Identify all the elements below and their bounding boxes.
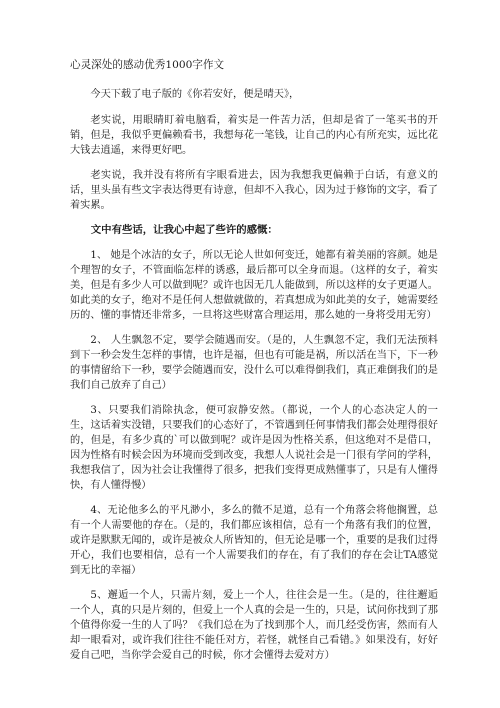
document-title: 心灵深处的感动优秀1000字作文	[70, 59, 225, 71]
list-item-2: 2、 人生飘忽不定，要学会随遇而安。（是的，人生飘忽不定，我们无法预料到下一秒会发生怎样的事情，也许是福，但也有可能是祸，所以活在当下，下一秒的事情留给下一秒，要学会随遇而安，没什么可以难得倒我们，真正难倒我们的是我们自己放弃了自己）	[70, 335, 438, 391]
paragraph-1: 老实说，用眼睛盯着电脑看，着实是一件苦力活，但却是省了一笔买书的开销，但是，我似乎更偏赖看书，我想每花一笔钱，让自己的内心有所充实，远比花大钱去逍遥，来得更好吧。	[70, 115, 438, 156]
section-subheading: 文中有些话，让我心中起了些许的感慨：	[90, 224, 278, 236]
paragraph-2: 老实说，我并没有将所有字眼看进去，因为我想我更偏赖于白话，有意义的话，里头虽有些文字表达得更有诗意，但却不入我心，因为过于修饰的文字，看了着实累。	[70, 170, 438, 211]
list-item-5: 5、邂逅一个人，只需片刻，爱上一个人，往往会是一生。（是的，往往邂逅一个人，真的只是片刻的，但爱上一个人真的会是一生的，只是，试问你找到了那个值得你爱一生的人了吗？《我们总在为了找到那个人，而几经受伤害，然而有人却一眼看对，或许我们往往不能任对方，若怪，就怪自己看错。》如果没有，好好爱自己吧，当你学会爱自己的时候，你才会懂得去爱对方）	[70, 590, 438, 661]
intro-paragraph: 今天下载了电子版的《你若安好，便是晴天》，	[90, 89, 300, 100]
list-item-4: 4、无论他多么的平凡渺小，多么的微不足道，总有一个角落会将他搁置，总有一个人需要他的存在。（是的，我们都应该相信，总有一个角落有我们的位置，或许是默默无闻的，或许是被众人所皆知的，但无论是哪一个，重要的是我们过得开心，我们也要相信，总有一个人需要我们的存在，有了我们的存在会让TA感觉到无比的幸福）	[70, 505, 438, 576]
list-item-1: 1、 她是个冰洁的女子，所以无论人世如何变迁，她都有着美丽的容颜。她是个理智的女子，不管面临怎样的诱惑，最后都可以全身而退。（这样的女子，着实美，但是有多少人可以做到呢？或许也因无几人能做到，所以这样的女子更逼人。如此美的女子，绝对不是任何人想做就做的，若真想成为如此美的女子，她需要经历的、懂的事情还非常多，一旦将这些财富合理运用，那么她的一身将受用无穷）	[70, 250, 438, 321]
list-item-3: 3、只要我们消除执念，便可寂静安然。（都说，一个人的心态决定人的一生，这话着实没错，只要我们的心态好了，不管遇到任何事情我们都会处理得很好的，但是，有多少真的`可以做到呢？或许是因为性格关系，但这绝对不是借口，因为性格有时候会因为环境而受到改变，我想人人说社会是一门很有学问的学科，我想我信了，因为社会让我懂得了很多，把我们变得更成熟懂事了，只是有人懂得快，有人懂得慢）	[70, 405, 438, 491]
